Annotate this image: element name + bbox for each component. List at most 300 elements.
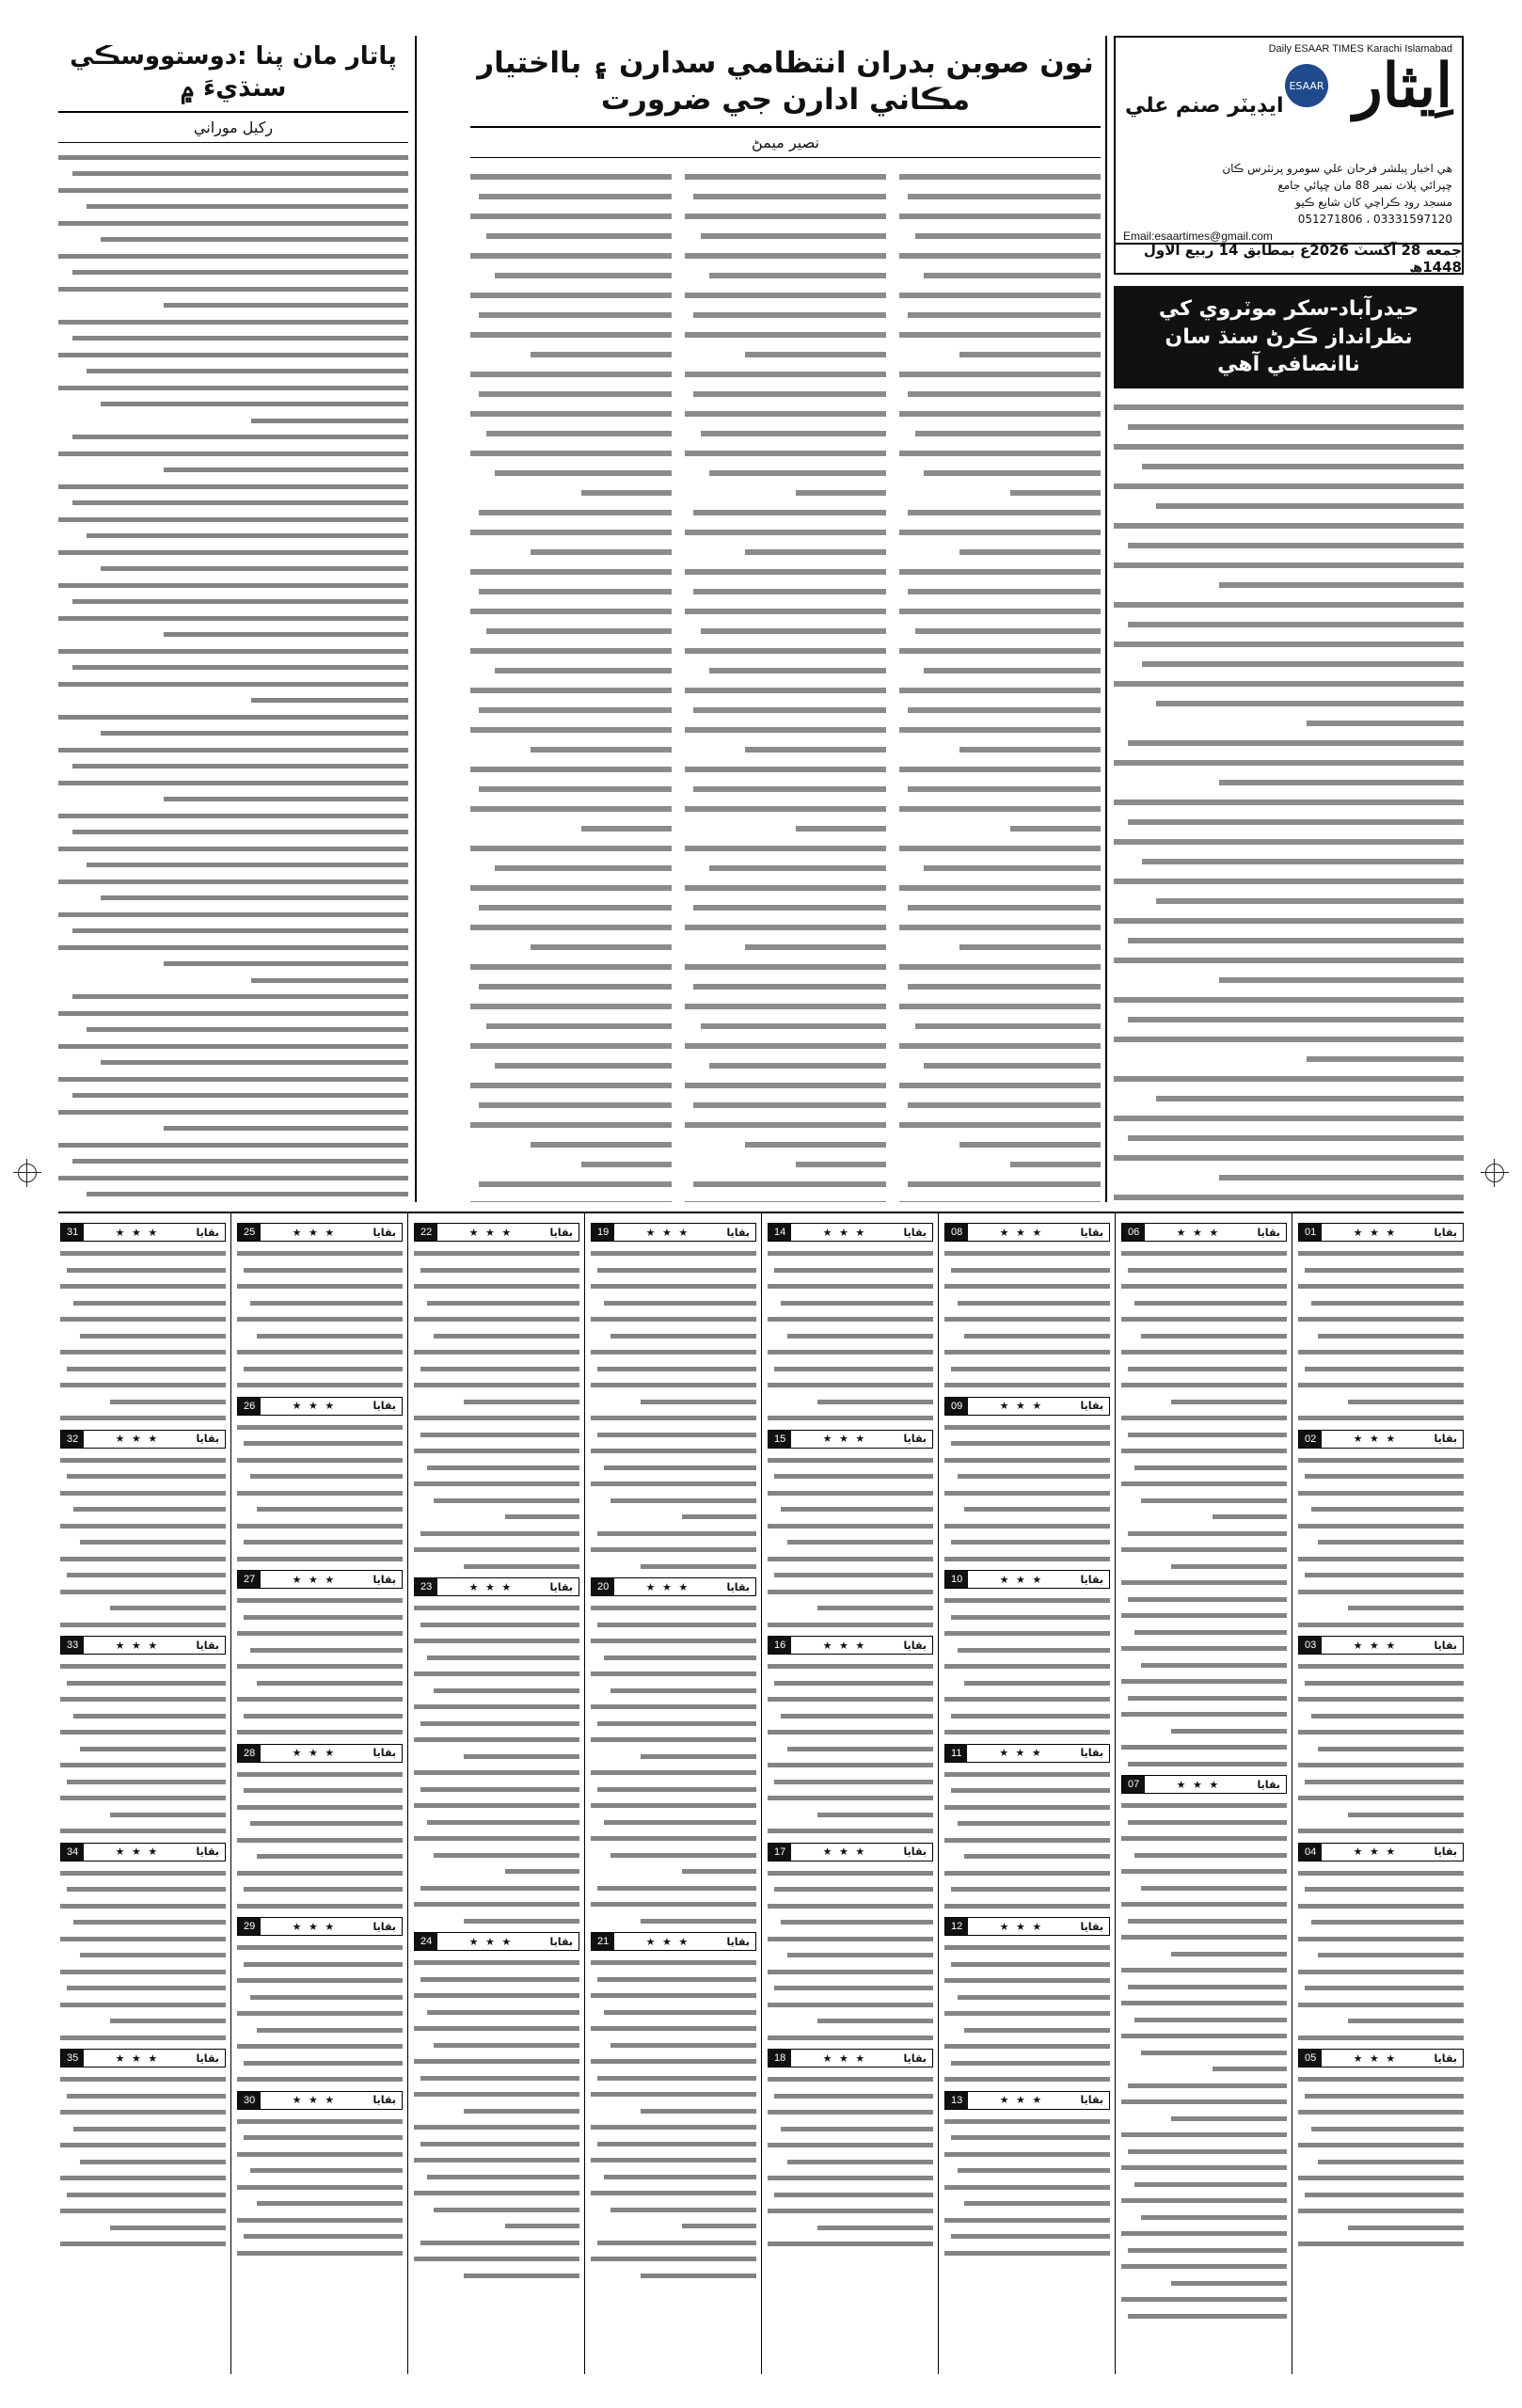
text-line <box>237 1434 403 1451</box>
star-icon: ★ ★ ★ <box>822 1226 867 1239</box>
text-line <box>470 817 672 837</box>
text-line <box>1121 2044 1287 2061</box>
text-line <box>58 593 408 610</box>
text-line <box>58 478 408 495</box>
text-line <box>1114 515 1464 534</box>
text-line <box>470 482 672 501</box>
text-line <box>591 1442 756 1459</box>
tag-label: بقايا <box>373 1920 396 1933</box>
text-line <box>899 205 1101 225</box>
text-line <box>1121 1846 1287 1863</box>
continuation-tag <box>944 1397 1110 1416</box>
text-line <box>237 1294 403 1311</box>
text-line <box>60 2103 226 2120</box>
continuation-text <box>1121 1244 1287 1771</box>
text-line <box>60 2012 226 2029</box>
text-line <box>470 383 672 403</box>
text-line <box>1114 1147 1464 1166</box>
star-icon: ★ ★ ★ <box>1176 1226 1221 1239</box>
text-line <box>1114 436 1464 455</box>
text-line <box>1298 1963 1464 1980</box>
text-line <box>1298 1566 1464 1583</box>
text-line <box>591 1649 756 1666</box>
text-line <box>944 1533 1110 1550</box>
text-line <box>58 840 408 857</box>
text-line <box>58 642 408 659</box>
continuation-text <box>591 1954 756 2283</box>
text-line <box>944 1360 1110 1377</box>
divider <box>407 1213 408 2374</box>
text-line <box>58 922 408 939</box>
text-line <box>899 936 1101 956</box>
text-line <box>944 2194 1110 2211</box>
text-line <box>768 1244 933 1261</box>
continuation-column <box>237 1219 403 2370</box>
tag-label: بقايا <box>726 1226 750 1239</box>
text-line <box>1298 2012 1464 2029</box>
text-line <box>470 225 672 245</box>
text-line <box>414 2135 579 2152</box>
text-line <box>944 1484 1110 1501</box>
text-line <box>944 1261 1110 1278</box>
text-line <box>899 324 1101 343</box>
text-line <box>237 1261 403 1278</box>
star-icon: ★ ★ ★ <box>822 1639 867 1652</box>
opinion-headline: پاتار مان پنا :دوستووسڪي سنڌيءَ ۾ <box>58 36 408 113</box>
text-line <box>591 1665 756 1682</box>
text-line <box>60 2120 226 2137</box>
text-line <box>899 363 1101 383</box>
text-line <box>768 1979 933 1996</box>
text-line <box>470 521 672 541</box>
continuation-text <box>60 1864 226 2046</box>
text-line <box>591 1525 756 1542</box>
text-line <box>1298 2219 1464 2236</box>
text-line <box>237 1782 403 1798</box>
text-line <box>768 2012 933 2029</box>
text-line <box>58 560 408 577</box>
text-line <box>685 738 886 758</box>
text-line <box>414 1310 579 1327</box>
text-line <box>685 561 886 580</box>
text-line <box>1121 1492 1287 1509</box>
continuation-tag <box>1298 1843 1464 1861</box>
tag-number: 21 <box>592 1933 614 1950</box>
text-line <box>237 1550 403 1567</box>
text-line <box>899 264 1101 284</box>
text-line <box>768 2103 933 2120</box>
text-line <box>768 1484 933 1501</box>
text-line <box>414 2201 579 2218</box>
masthead-logo <box>1289 51 1452 150</box>
text-line <box>1114 890 1464 910</box>
text-line <box>414 2020 579 2036</box>
text-line <box>60 1360 226 1377</box>
star-icon: ★ ★ ★ <box>645 1580 690 1593</box>
continuation-column <box>1121 1219 1287 2370</box>
text-line <box>768 1963 933 1980</box>
text-line <box>685 462 886 482</box>
text-line <box>944 2244 1110 2261</box>
text-line <box>944 1310 1110 1327</box>
text-line <box>470 284 672 304</box>
text-line <box>58 1169 408 1186</box>
text-line <box>470 403 672 422</box>
text-line <box>414 1814 579 1830</box>
text-line <box>591 1360 756 1377</box>
text-line <box>58 230 408 247</box>
text-line <box>414 1682 579 1699</box>
text-line <box>591 1797 756 1814</box>
tag-label: بقايا <box>373 1747 396 1759</box>
text-line <box>60 1244 226 1261</box>
text-line <box>414 2151 579 2168</box>
text-line <box>1121 1607 1287 1624</box>
tag-number: 25 <box>238 1224 261 1241</box>
text-line <box>58 577 408 594</box>
tag-number: 13 <box>945 2092 968 2109</box>
text-line <box>1298 1517 1464 1534</box>
text-line <box>470 185 672 205</box>
continuation-text <box>414 1954 579 2283</box>
text-line <box>60 1864 226 1881</box>
text-line <box>58 1038 408 1054</box>
text-line <box>237 1310 403 1327</box>
text-line <box>1298 1822 1464 1839</box>
text-line <box>591 1954 756 1971</box>
continuation-tag <box>944 1223 1110 1242</box>
text-line <box>685 482 886 501</box>
tag-label: بقايا <box>373 1573 396 1586</box>
text-line <box>414 2250 579 2267</box>
text-line <box>685 837 886 857</box>
text-line <box>1298 1451 1464 1468</box>
star-icon: ★ ★ ★ <box>115 1846 160 1858</box>
text-line <box>58 428 408 445</box>
text-line <box>237 1657 403 1674</box>
text-line <box>237 1707 403 1724</box>
text-line <box>470 264 672 284</box>
text-line <box>58 198 408 214</box>
text-line <box>237 2244 403 2261</box>
tag-number: 27 <box>238 1571 261 1588</box>
text-line <box>1121 1928 1287 1945</box>
text-line <box>237 1624 403 1641</box>
text-line <box>414 1781 579 1798</box>
star-icon: ★ ★ ★ <box>115 1433 160 1445</box>
text-line <box>414 2267 579 2284</box>
text-line <box>685 620 886 640</box>
text-line <box>1121 1541 1287 1558</box>
text-line <box>944 1343 1110 1360</box>
text-line <box>944 1608 1110 1625</box>
continuation-text <box>1298 1451 1464 1633</box>
text-line <box>944 1972 1110 1988</box>
continuation-tag <box>768 1636 933 1655</box>
text-line <box>58 856 408 873</box>
text-line <box>470 1015 672 1035</box>
text-line <box>1298 1277 1464 1294</box>
text-line <box>1114 1127 1464 1147</box>
text-line <box>899 166 1101 185</box>
date-line: جمعه 28 آگسٽ 2026ع بمطابق 14 ربيع الاول 1448ھ <box>1116 243 1462 273</box>
text-line <box>1121 1475 1287 1492</box>
text-line <box>1114 495 1464 515</box>
text-line <box>1121 1624 1287 1640</box>
text-line <box>591 2020 756 2036</box>
text-line <box>1121 2011 1287 2028</box>
tag-label: بقايا <box>903 1433 927 1445</box>
text-line <box>1121 1640 1287 1656</box>
text-line <box>470 877 672 896</box>
text-line <box>58 708 408 725</box>
text-line <box>1121 1797 1287 1814</box>
text-line <box>1114 949 1464 969</box>
star-icon: ★ ★ ★ <box>1353 1226 1398 1239</box>
text-line <box>1121 1558 1287 1575</box>
text-line <box>685 501 886 521</box>
tag-number: 28 <box>238 1745 261 1762</box>
text-line <box>899 561 1101 580</box>
text-line <box>944 2178 1110 2195</box>
text-line <box>60 1979 226 1996</box>
text-line <box>237 1592 403 1608</box>
continuation-text <box>768 1864 933 2046</box>
tag-number: 30 <box>238 2092 261 2109</box>
tag-label: بقايا <box>196 1226 219 1239</box>
text-line <box>685 956 886 975</box>
text-line <box>237 1533 403 1550</box>
text-line <box>591 1846 756 1863</box>
text-line <box>944 2037 1110 2054</box>
text-line <box>1298 1310 1464 1327</box>
text-line <box>414 2052 579 2069</box>
divider <box>415 36 417 1202</box>
text-line <box>591 2052 756 2069</box>
divider <box>938 1213 939 2374</box>
continuation-column <box>60 1219 226 2370</box>
text-line <box>470 1054 672 1074</box>
continuation-tag <box>591 1577 756 1596</box>
text-line <box>470 620 672 640</box>
tag-number: 09 <box>945 1398 968 1415</box>
text-line <box>591 1862 756 1879</box>
tag-label: بقايا <box>1080 1747 1103 1759</box>
text-line <box>944 1707 1110 1724</box>
text-line <box>60 2186 226 2203</box>
text-line <box>1298 2029 1464 2046</box>
text-line <box>685 541 886 561</box>
text-line <box>237 1608 403 1625</box>
text-line <box>1121 2209 1287 2226</box>
text-line <box>944 1327 1110 1344</box>
text-line <box>1121 1327 1287 1344</box>
text-line <box>944 2146 1110 2162</box>
text-line <box>1121 1895 1287 1912</box>
divider <box>1105 36 1107 1202</box>
text-line <box>1121 1994 1287 2011</box>
star-icon: ★ ★ ★ <box>292 2094 337 2106</box>
tag-label: بقايا <box>196 2052 219 2065</box>
text-line <box>591 1682 756 1699</box>
text-line <box>470 699 672 719</box>
star-icon: ★ ★ ★ <box>468 1935 514 1948</box>
tag-label: بقايا <box>1434 1639 1457 1652</box>
text-line <box>899 798 1101 817</box>
text-line <box>685 383 886 403</box>
text-line <box>470 324 672 343</box>
text-line <box>470 679 672 699</box>
text-line <box>591 1294 756 1311</box>
text-line <box>470 1153 672 1173</box>
text-line <box>58 889 408 906</box>
text-line <box>58 757 408 774</box>
text-line <box>944 2227 1110 2244</box>
text-line <box>237 2162 403 2178</box>
text-line <box>58 626 408 642</box>
text-line <box>60 1327 226 1344</box>
text-line <box>768 1517 933 1534</box>
text-line <box>60 1806 226 1823</box>
text-line <box>591 1310 756 1327</box>
text-line <box>591 2201 756 2218</box>
continuation-tag <box>60 2049 226 2067</box>
text-line <box>470 422 672 442</box>
text-line <box>768 1294 933 1311</box>
tag-number: 29 <box>238 1918 261 1935</box>
text-line <box>58 263 408 280</box>
text-line <box>899 1035 1101 1054</box>
tag-number: 06 <box>1122 1224 1145 1241</box>
text-line <box>768 1550 933 1567</box>
text-line <box>591 2250 756 2267</box>
text-line <box>1114 910 1464 929</box>
tag-label: بقايا <box>549 1580 573 1593</box>
text-line <box>60 1723 226 1740</box>
text-line <box>237 2070 403 2087</box>
tag-number: 10 <box>945 1571 968 1588</box>
text-line <box>591 1409 756 1426</box>
text-line <box>237 1798 403 1815</box>
text-line <box>414 1426 579 1443</box>
text-line <box>1298 1930 1464 1947</box>
text-line <box>768 1327 933 1344</box>
text-line <box>1114 475 1464 495</box>
text-line <box>591 1541 756 1558</box>
text-line <box>237 1814 403 1831</box>
text-line <box>944 1376 1110 1393</box>
text-line <box>768 2219 933 2236</box>
text-line <box>414 1698 579 1715</box>
star-icon: ★ ★ ★ <box>999 1920 1044 1933</box>
tag-number: 31 <box>61 1224 84 1241</box>
continuation-tag <box>944 2091 1110 2110</box>
text-line <box>768 1467 933 1484</box>
text-line <box>944 1434 1110 1451</box>
text-line <box>58 296 408 313</box>
text-line <box>414 1525 579 1542</box>
text-line <box>414 1327 579 1344</box>
text-line <box>414 1459 579 1476</box>
text-line <box>414 1879 579 1896</box>
star-icon: ★ ★ ★ <box>822 1433 867 1445</box>
text-line <box>1121 1912 1287 1929</box>
star-icon: ★ ★ ★ <box>999 2094 1044 2106</box>
text-line <box>1298 1789 1464 1806</box>
text-line <box>768 1657 933 1674</box>
text-line <box>1298 2070 1464 2087</box>
text-line <box>470 363 672 383</box>
text-line <box>899 343 1101 363</box>
text-line <box>899 857 1101 877</box>
text-line <box>1298 1599 1464 1616</box>
tag-label: بقايا <box>1080 1920 1103 1933</box>
text-line <box>60 1996 226 2013</box>
continuation-tag <box>1298 2049 1464 2067</box>
text-line <box>944 1550 1110 1567</box>
text-line <box>1121 1277 1287 1294</box>
text-line <box>60 2235 226 2252</box>
text-line <box>1114 574 1464 594</box>
text-line <box>1298 2103 1464 2120</box>
text-line <box>1298 1707 1464 1724</box>
main-story <box>470 36 1101 1202</box>
text-line <box>60 1583 226 1600</box>
text-line <box>1121 1814 1287 1830</box>
text-line <box>899 640 1101 659</box>
text-line <box>58 280 408 297</box>
text-line <box>685 679 886 699</box>
text-line <box>899 482 1101 501</box>
text-line <box>60 1674 226 1691</box>
text-line <box>1121 2110 1287 2127</box>
text-line <box>591 1393 756 1410</box>
text-line <box>60 1310 226 1327</box>
newspaper-page <box>58 36 1464 2372</box>
text-line <box>768 1277 933 1294</box>
text-line <box>414 2004 579 2020</box>
text-line <box>944 1467 1110 1484</box>
text-line <box>60 2070 226 2087</box>
text-line <box>1298 1360 1464 1377</box>
text-line <box>944 1782 1110 1798</box>
text-line <box>591 1261 756 1278</box>
text-line <box>58 494 408 511</box>
text-line <box>768 1806 933 1823</box>
text-line <box>1298 2186 1464 2203</box>
text-line <box>58 1136 408 1153</box>
masthead-subtitle: Daily ESAAR TIMES Karachi Islamabad <box>1268 43 1452 55</box>
star-icon: ★ ★ ★ <box>822 1846 867 1858</box>
text-line <box>1298 1467 1464 1484</box>
text-line <box>944 1451 1110 1468</box>
star-icon: ★ ★ ★ <box>1176 1778 1221 1791</box>
text-line <box>685 936 886 956</box>
continuation-tag <box>768 2049 933 2067</box>
text-line <box>414 1895 579 1912</box>
continuation-tag <box>591 1223 756 1242</box>
text-line <box>414 2085 579 2102</box>
text-line <box>60 1294 226 1311</box>
text-line <box>591 2151 756 2168</box>
continuation-text <box>944 1939 1110 2087</box>
text-line <box>768 1583 933 1600</box>
text-line <box>899 580 1101 600</box>
text-line <box>685 600 886 620</box>
text-line <box>944 2113 1110 2130</box>
text-line <box>1121 1862 1287 1879</box>
text-line <box>60 1517 226 1534</box>
